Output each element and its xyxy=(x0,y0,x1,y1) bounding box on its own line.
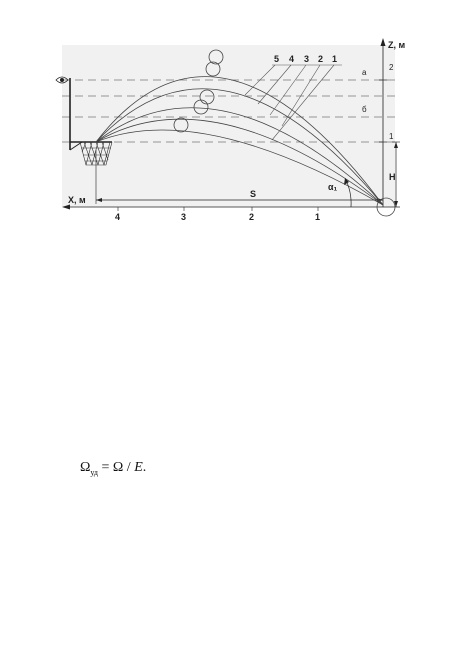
trajectory-label-1: 1 xyxy=(332,54,338,64)
z-axis-label: Z, м xyxy=(388,40,406,50)
x-tick-label-4: 4 xyxy=(115,212,121,222)
formula-slash: / xyxy=(123,460,135,475)
formula-period: . xyxy=(142,460,147,475)
height-label: H xyxy=(389,172,396,182)
formula-lhs-subscript: уд xyxy=(90,468,98,477)
distance-label: S xyxy=(250,189,257,199)
basketball-trajectory-diagram xyxy=(0,0,459,240)
formula-lhs: Ω xyxy=(80,460,91,475)
x-tick-label-3: 3 xyxy=(181,212,187,222)
specific-formula xyxy=(80,460,146,476)
x-axis-label: X, м xyxy=(68,195,86,205)
trajectory-label-2: 2 xyxy=(318,54,324,64)
x-tick-label-2: 2 xyxy=(249,212,255,222)
level-label-a: а xyxy=(362,68,367,77)
z-axis-arrow xyxy=(381,38,386,46)
x-tick-label-1: 1 xyxy=(315,212,321,222)
formula-equals: = xyxy=(97,460,113,475)
formula-denominator: E xyxy=(134,460,143,475)
z-tick-label-2: 2 xyxy=(389,63,394,72)
trajectory-label-3: 3 xyxy=(304,54,310,64)
trajectory-label-5: 5 xyxy=(274,54,280,64)
z-tick-label-1: 1 xyxy=(389,132,394,141)
trajectory-label-4: 4 xyxy=(289,54,295,64)
formula-numerator: Ω xyxy=(112,460,124,475)
angle-label: α₁ xyxy=(328,182,338,192)
level-label-b: б xyxy=(362,105,367,114)
